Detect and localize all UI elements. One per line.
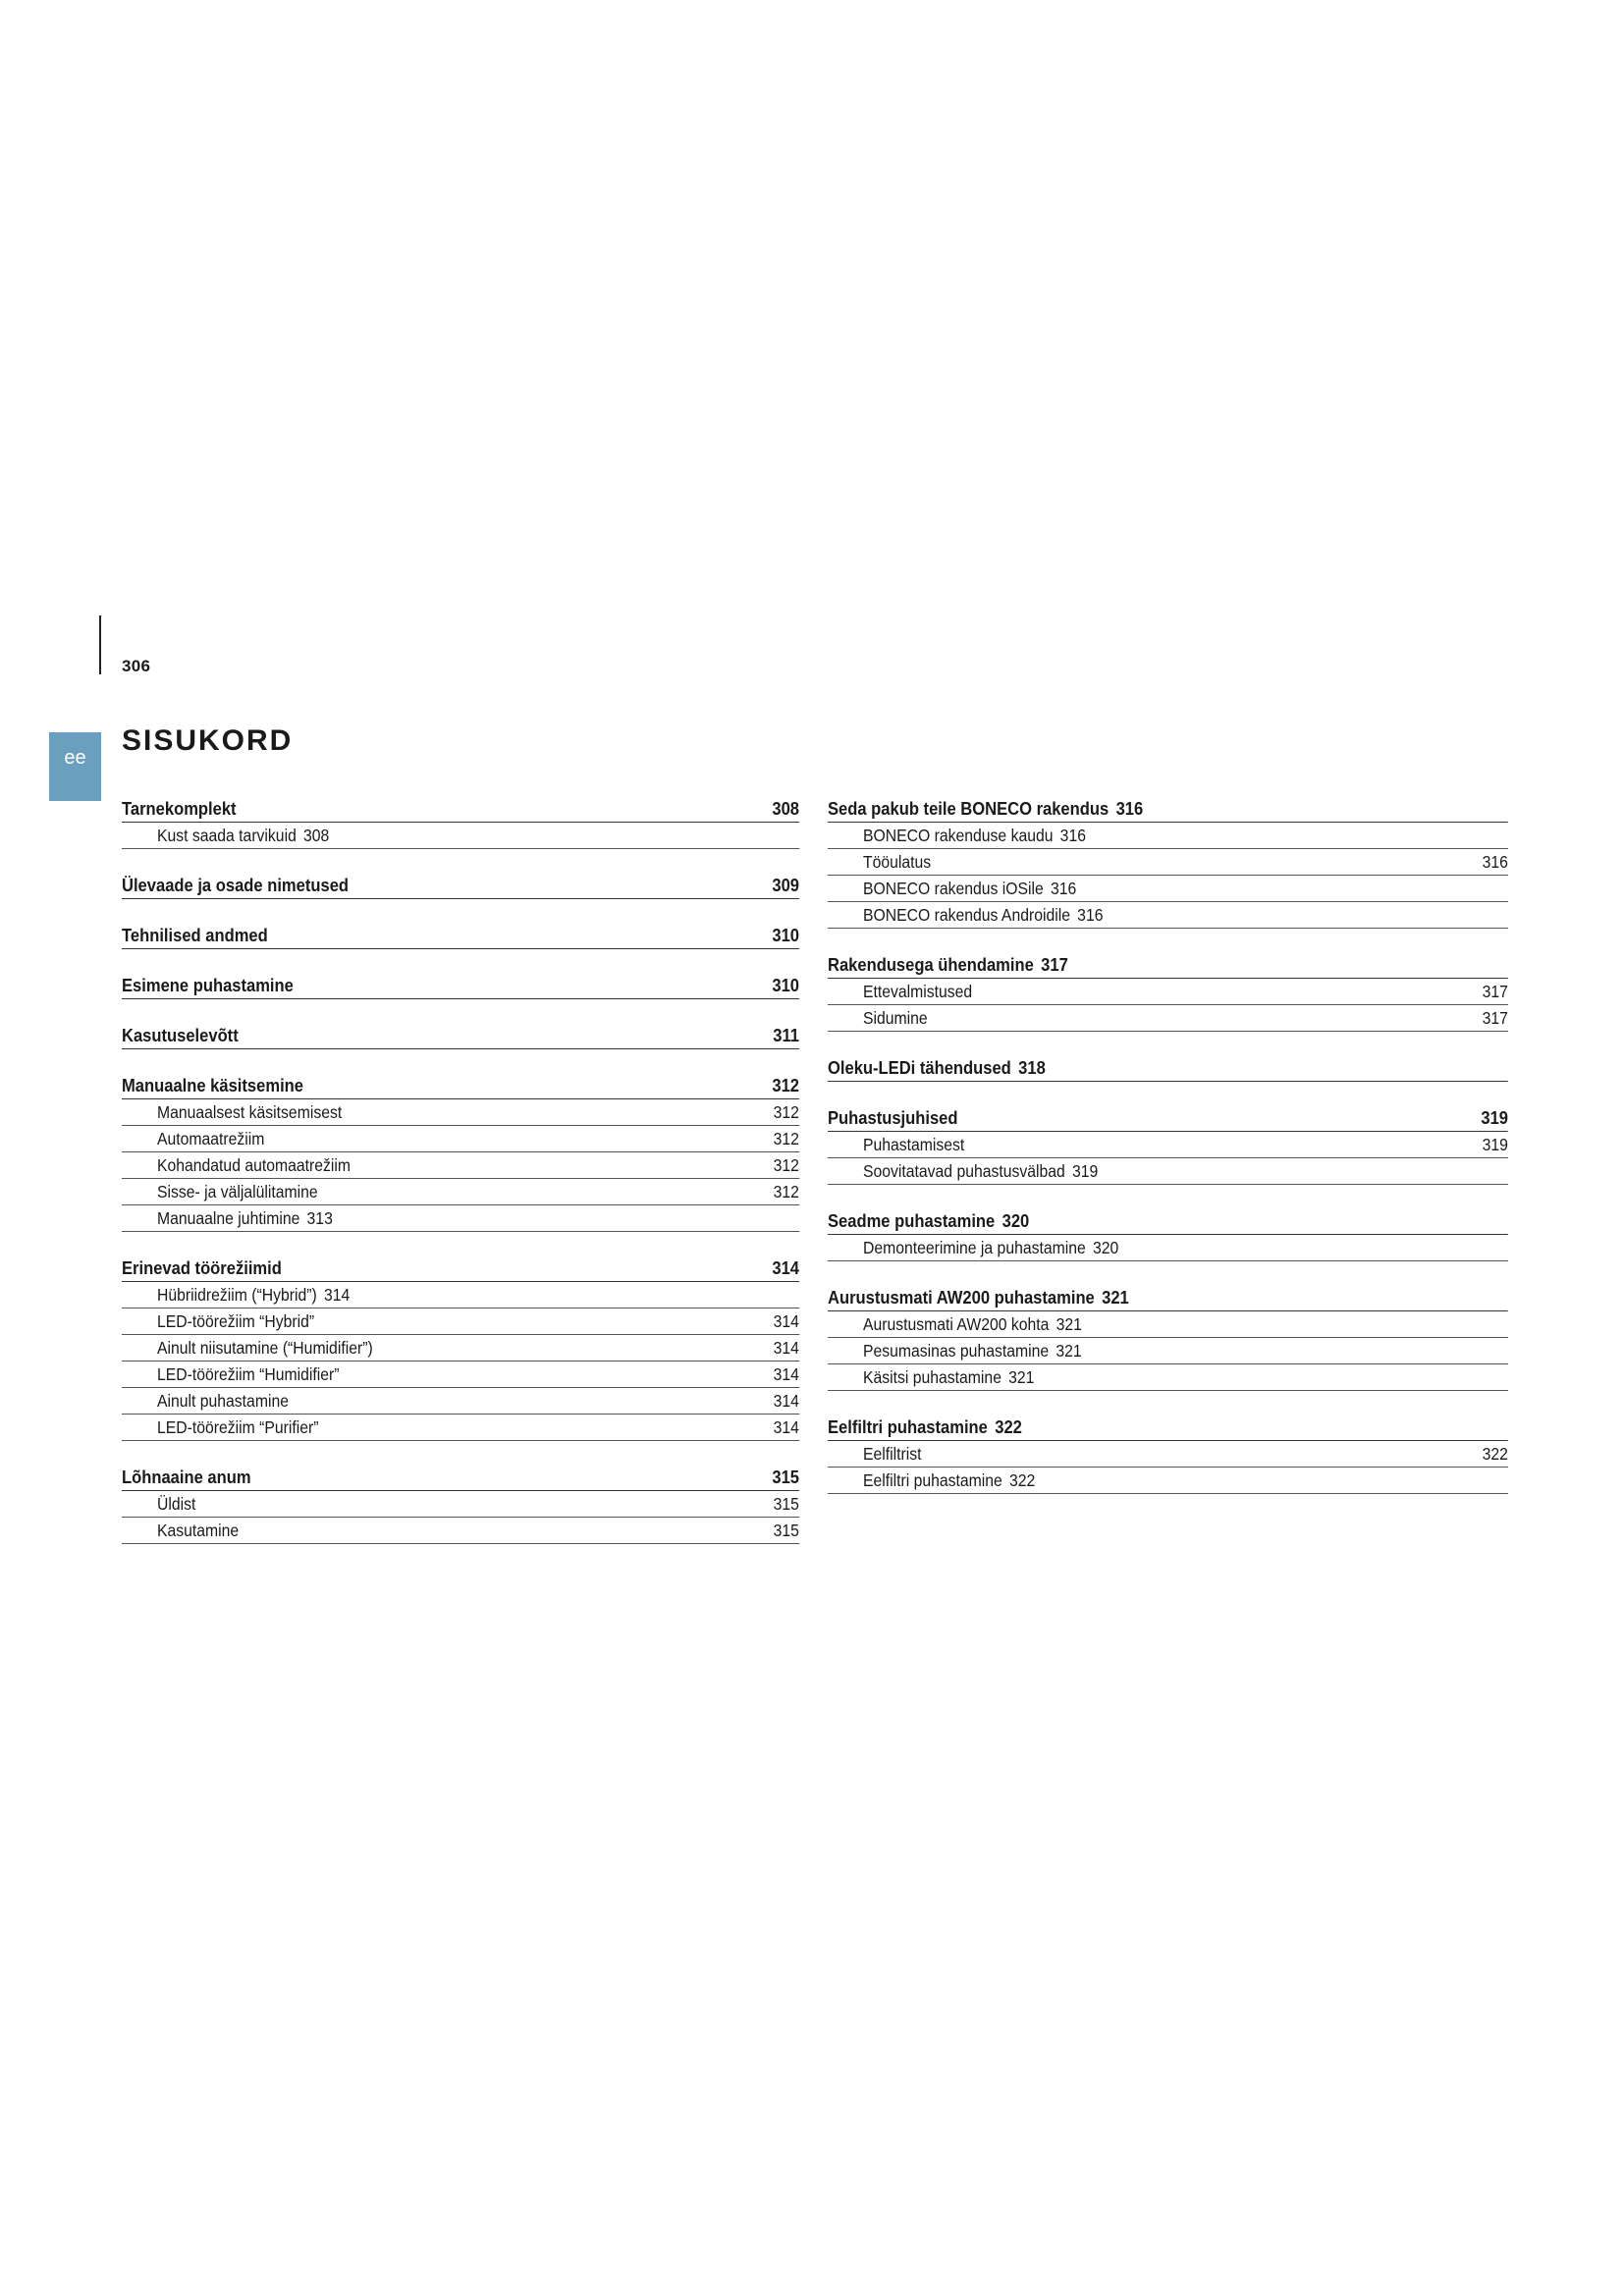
toc-section-label bbox=[122, 926, 772, 948]
entry-page-number: 308 bbox=[772, 799, 800, 819]
toc-section-label bbox=[122, 1468, 772, 1490]
entry-text: Kasutamine bbox=[157, 1521, 240, 1540]
entry-text: Eelfiltri puhastamine bbox=[863, 1470, 1002, 1490]
toc-entry-label bbox=[863, 1238, 1508, 1260]
entry-text: Seda pakub teile BONECO rakendus bbox=[828, 799, 1110, 819]
toc-entry[interactable] bbox=[122, 1415, 799, 1441]
toc-section-group bbox=[122, 793, 799, 849]
toc-entry-label bbox=[863, 982, 1483, 1004]
toc-entry-label bbox=[157, 1155, 774, 1178]
entry-text: Oleku-LEDi tähendused bbox=[828, 1058, 1011, 1078]
entry-page-number: 319 bbox=[1071, 1161, 1099, 1181]
page-title: SISUKORD bbox=[122, 724, 294, 757]
toc-section[interactable] bbox=[828, 1052, 1508, 1082]
entry-text: LED-töörežiim “Purifier” bbox=[157, 1417, 319, 1437]
entry-page-number: 315 bbox=[773, 1521, 799, 1540]
toc-section-group bbox=[122, 920, 799, 949]
toc-section-group bbox=[828, 949, 1508, 1032]
toc-section-label bbox=[828, 955, 1508, 978]
entry-page-number: 322 bbox=[995, 1417, 1022, 1437]
entry-page-number: 314 bbox=[773, 1391, 799, 1411]
toc-section[interactable] bbox=[828, 1205, 1508, 1235]
toc-section-group bbox=[828, 1205, 1508, 1261]
entry-text: Demonteerimine ja puhastamine bbox=[863, 1238, 1086, 1257]
toc-section-label bbox=[828, 1417, 1508, 1440]
entry-text: Rakendusega ühendamine bbox=[828, 955, 1034, 975]
entry-text: Erinevad töörežiimid bbox=[122, 1258, 282, 1278]
toc-section[interactable] bbox=[122, 970, 799, 999]
entry-page-number: 322 bbox=[1482, 1444, 1508, 1464]
toc-section-label bbox=[828, 799, 1508, 822]
toc-entry-label bbox=[157, 1338, 774, 1361]
toc-column-right bbox=[828, 793, 1508, 1515]
entry-page-number: 321 bbox=[1008, 1367, 1035, 1387]
toc-section-label bbox=[122, 876, 772, 898]
entry-text: Puhastamisest bbox=[863, 1135, 965, 1154]
entry-text: Aurustusmati AW200 puhastamine bbox=[828, 1288, 1095, 1308]
toc-entry[interactable] bbox=[122, 1491, 799, 1518]
entry-page-number: 314 bbox=[773, 1338, 799, 1358]
toc-section-group bbox=[122, 1070, 799, 1232]
entry-text: Soovitatavad puhastusvälbad bbox=[863, 1161, 1065, 1181]
entry-text: Kasutuselevõtt bbox=[122, 1026, 239, 1045]
entry-page-number: 312 bbox=[773, 1182, 799, 1201]
toc-section[interactable] bbox=[122, 920, 799, 949]
page-number: 306 bbox=[122, 657, 151, 675]
toc-entry[interactable] bbox=[828, 979, 1508, 1005]
toc-entry[interactable] bbox=[828, 1364, 1508, 1391]
toc-entry[interactable] bbox=[828, 1005, 1508, 1032]
entry-page-number: 318 bbox=[1018, 1058, 1046, 1078]
entry-page-number: 308 bbox=[303, 826, 330, 845]
toc-entry-label bbox=[157, 1417, 774, 1440]
entry-text: Hübriidrežiim (“Hybrid”) bbox=[157, 1285, 317, 1305]
entry-text: Puhastusjuhised bbox=[828, 1108, 958, 1128]
toc-section-label bbox=[122, 799, 772, 822]
entry-text: LED-töörežiim “Hybrid” bbox=[157, 1311, 315, 1331]
entry-page-number: 316 bbox=[1115, 799, 1144, 819]
entry-text: Manuaalne käsitsemine bbox=[122, 1076, 304, 1095]
entry-text: Aurustusmati AW200 kohta bbox=[863, 1314, 1050, 1334]
toc-section[interactable] bbox=[122, 1462, 799, 1491]
entry-text: Esimene puhastamine bbox=[122, 976, 294, 995]
entry-page-number: 310 bbox=[772, 976, 800, 995]
toc-entry[interactable] bbox=[122, 1205, 799, 1232]
entry-page-number: 317 bbox=[1041, 955, 1068, 975]
toc-entry-label bbox=[157, 1208, 799, 1231]
toc-section-group bbox=[122, 1462, 799, 1544]
toc-section-group bbox=[122, 1253, 799, 1441]
entry-page-number: 320 bbox=[1001, 1211, 1030, 1231]
entry-page-number: 317 bbox=[1482, 982, 1508, 1001]
toc-entry[interactable] bbox=[122, 1335, 799, 1362]
toc-entry[interactable] bbox=[122, 1362, 799, 1388]
toc-entry[interactable] bbox=[122, 1099, 799, 1126]
entry-text: Tööulatus bbox=[863, 852, 932, 872]
toc-entry-label bbox=[863, 1341, 1508, 1363]
entry-text: Tehnilised andmed bbox=[122, 926, 268, 945]
entry-text: Seadme puhastamine bbox=[828, 1211, 996, 1231]
entry-page-number: 319 bbox=[1481, 1108, 1509, 1128]
toc-entry-label bbox=[863, 852, 1483, 875]
toc-section-label bbox=[122, 1026, 773, 1048]
toc-section-label bbox=[828, 1288, 1508, 1310]
toc-entry[interactable] bbox=[828, 1468, 1508, 1494]
toc-section-label bbox=[828, 1211, 1508, 1234]
toc-entry-label bbox=[157, 1364, 774, 1387]
toc-entry[interactable] bbox=[828, 849, 1508, 876]
toc-entry[interactable] bbox=[122, 1518, 799, 1544]
entry-text: Kust saada tarvikuid bbox=[157, 826, 297, 845]
toc-column-left bbox=[122, 793, 799, 1565]
toc-entry[interactable] bbox=[828, 1158, 1508, 1185]
toc-section-label bbox=[122, 1076, 772, 1098]
toc-entry-label bbox=[863, 1008, 1483, 1031]
toc-entry-label bbox=[863, 1367, 1508, 1390]
entry-text: Ainult niisutamine (“Humidifier”) bbox=[157, 1338, 373, 1358]
entry-page-number: 321 bbox=[1102, 1288, 1129, 1308]
toc-entry[interactable] bbox=[122, 1388, 799, 1415]
entry-text: Tarnekomplekt bbox=[122, 799, 237, 819]
toc-entry[interactable] bbox=[828, 1132, 1508, 1158]
toc-entry-label bbox=[157, 826, 799, 848]
toc-entry-label bbox=[863, 1470, 1508, 1493]
entry-page-number: 314 bbox=[773, 1364, 799, 1384]
entry-text: Ettevalmistused bbox=[863, 982, 973, 1001]
entry-page-number: 321 bbox=[1056, 1341, 1082, 1361]
entry-text: Manuaalne juhtimine bbox=[157, 1208, 300, 1228]
entry-page-number: 312 bbox=[773, 1102, 799, 1122]
toc-entry[interactable] bbox=[828, 1311, 1508, 1338]
entry-text: Käsitsi puhastamine bbox=[863, 1367, 1001, 1387]
entry-page-number: 319 bbox=[1482, 1135, 1508, 1154]
toc-entry-label bbox=[863, 1314, 1508, 1337]
entry-page-number: 311 bbox=[773, 1026, 800, 1045]
entry-page-number: 314 bbox=[323, 1285, 351, 1305]
toc-section[interactable] bbox=[828, 1412, 1508, 1441]
toc-section[interactable] bbox=[828, 1282, 1508, 1311]
toc-entry-label bbox=[157, 1182, 774, 1204]
entry-text: Lõhnaaine anum bbox=[122, 1468, 251, 1487]
toc-section[interactable] bbox=[122, 1253, 799, 1282]
toc-section[interactable] bbox=[828, 793, 1508, 823]
toc-section-label bbox=[122, 976, 772, 998]
language-tab: ee bbox=[49, 732, 101, 801]
entry-text: Kohandatud automaatrežiim bbox=[157, 1155, 352, 1175]
toc-entry[interactable] bbox=[828, 902, 1508, 929]
entry-text: Ülevaade ja osade nimetused bbox=[122, 876, 350, 895]
toc-section[interactable] bbox=[828, 949, 1508, 979]
toc-entry[interactable] bbox=[828, 823, 1508, 849]
toc-section-group bbox=[122, 970, 799, 999]
toc-section[interactable] bbox=[122, 1020, 799, 1049]
toc-section-group bbox=[122, 1020, 799, 1049]
toc-entry-label bbox=[863, 1135, 1483, 1157]
toc-section-label bbox=[828, 1108, 1481, 1131]
entry-text: Manuaalsest käsitsemisest bbox=[157, 1102, 343, 1122]
entry-page-number: 315 bbox=[772, 1468, 800, 1487]
entry-page-number: 313 bbox=[306, 1208, 333, 1228]
entry-page-number: 315 bbox=[773, 1494, 799, 1514]
toc-entry-label bbox=[157, 1391, 774, 1414]
entry-text: Automaatrežiim bbox=[157, 1129, 265, 1148]
toc-entry-label bbox=[157, 1494, 774, 1517]
toc-section[interactable] bbox=[122, 870, 799, 899]
toc-entry-label bbox=[157, 1311, 774, 1334]
entry-page-number: 316 bbox=[1059, 826, 1086, 845]
toc-entry[interactable] bbox=[122, 1152, 799, 1179]
entry-text: BONECO rakendus Androidile bbox=[863, 905, 1070, 925]
page-margin-rule bbox=[99, 615, 101, 674]
toc-section-label bbox=[828, 1058, 1508, 1081]
toc-section-group bbox=[828, 793, 1508, 929]
entry-page-number: 309 bbox=[772, 876, 800, 895]
entry-page-number: 320 bbox=[1092, 1238, 1119, 1257]
toc-entry-label bbox=[863, 905, 1508, 928]
toc-entry-label bbox=[157, 1102, 774, 1125]
entry-page-number: 312 bbox=[772, 1076, 800, 1095]
toc-entry-label bbox=[157, 1129, 774, 1151]
toc-section[interactable] bbox=[828, 1102, 1508, 1132]
toc-entry[interactable] bbox=[828, 1338, 1508, 1364]
entry-page-number: 312 bbox=[773, 1155, 799, 1175]
entry-page-number: 312 bbox=[773, 1129, 799, 1148]
entry-text: Sisse- ja väljalülitamine bbox=[157, 1182, 318, 1201]
toc-entry-label bbox=[157, 1285, 799, 1308]
toc-entry-label bbox=[863, 1161, 1508, 1184]
entry-text: Üldist bbox=[157, 1494, 196, 1514]
toc-entry[interactable] bbox=[122, 823, 799, 849]
entry-page-number: 314 bbox=[773, 1311, 799, 1331]
toc-section[interactable] bbox=[122, 1070, 799, 1099]
entry-text: Eelfiltrist bbox=[863, 1444, 922, 1464]
toc-section-group bbox=[828, 1282, 1508, 1391]
toc-section-group bbox=[828, 1412, 1508, 1494]
entry-page-number: 316 bbox=[1482, 852, 1508, 872]
toc-entry[interactable] bbox=[122, 1308, 799, 1335]
toc-entry-label bbox=[863, 1444, 1483, 1467]
entry-text: Ainult puhastamine bbox=[157, 1391, 289, 1411]
entry-text: BONECO rakendus iOSile bbox=[863, 879, 1044, 898]
toc-entry[interactable] bbox=[122, 1282, 799, 1308]
toc-section-group bbox=[828, 1102, 1508, 1185]
entry-page-number: 314 bbox=[773, 1417, 799, 1437]
toc-entry[interactable] bbox=[122, 1126, 799, 1152]
entry-text: Eelfiltri puhastamine bbox=[828, 1417, 988, 1437]
toc-entry-label bbox=[863, 826, 1508, 848]
entry-text: Sidumine bbox=[863, 1008, 928, 1028]
toc-entry-label bbox=[863, 879, 1508, 901]
toc-section[interactable] bbox=[122, 793, 799, 823]
entry-text: LED-töörežiim “Humidifier” bbox=[157, 1364, 340, 1384]
entry-page-number: 322 bbox=[1009, 1470, 1036, 1490]
toc-entry[interactable] bbox=[828, 1235, 1508, 1261]
toc-section-label bbox=[122, 1258, 772, 1281]
toc-section-group bbox=[122, 870, 799, 899]
toc-entry[interactable] bbox=[828, 1441, 1508, 1468]
toc-section-group bbox=[828, 1052, 1508, 1082]
toc-entry[interactable] bbox=[828, 876, 1508, 902]
entry-page-number: 321 bbox=[1056, 1314, 1082, 1334]
entry-text: BONECO rakenduse kaudu bbox=[863, 826, 1054, 845]
toc-entry-label bbox=[157, 1521, 774, 1543]
entry-page-number: 316 bbox=[1051, 879, 1077, 898]
toc-entry[interactable] bbox=[122, 1179, 799, 1205]
entry-page-number: 316 bbox=[1077, 905, 1104, 925]
entry-page-number: 310 bbox=[772, 926, 800, 945]
entry-page-number: 317 bbox=[1482, 1008, 1508, 1028]
entry-text: Pesumasinas puhastamine bbox=[863, 1341, 1050, 1361]
entry-page-number: 314 bbox=[772, 1258, 800, 1278]
